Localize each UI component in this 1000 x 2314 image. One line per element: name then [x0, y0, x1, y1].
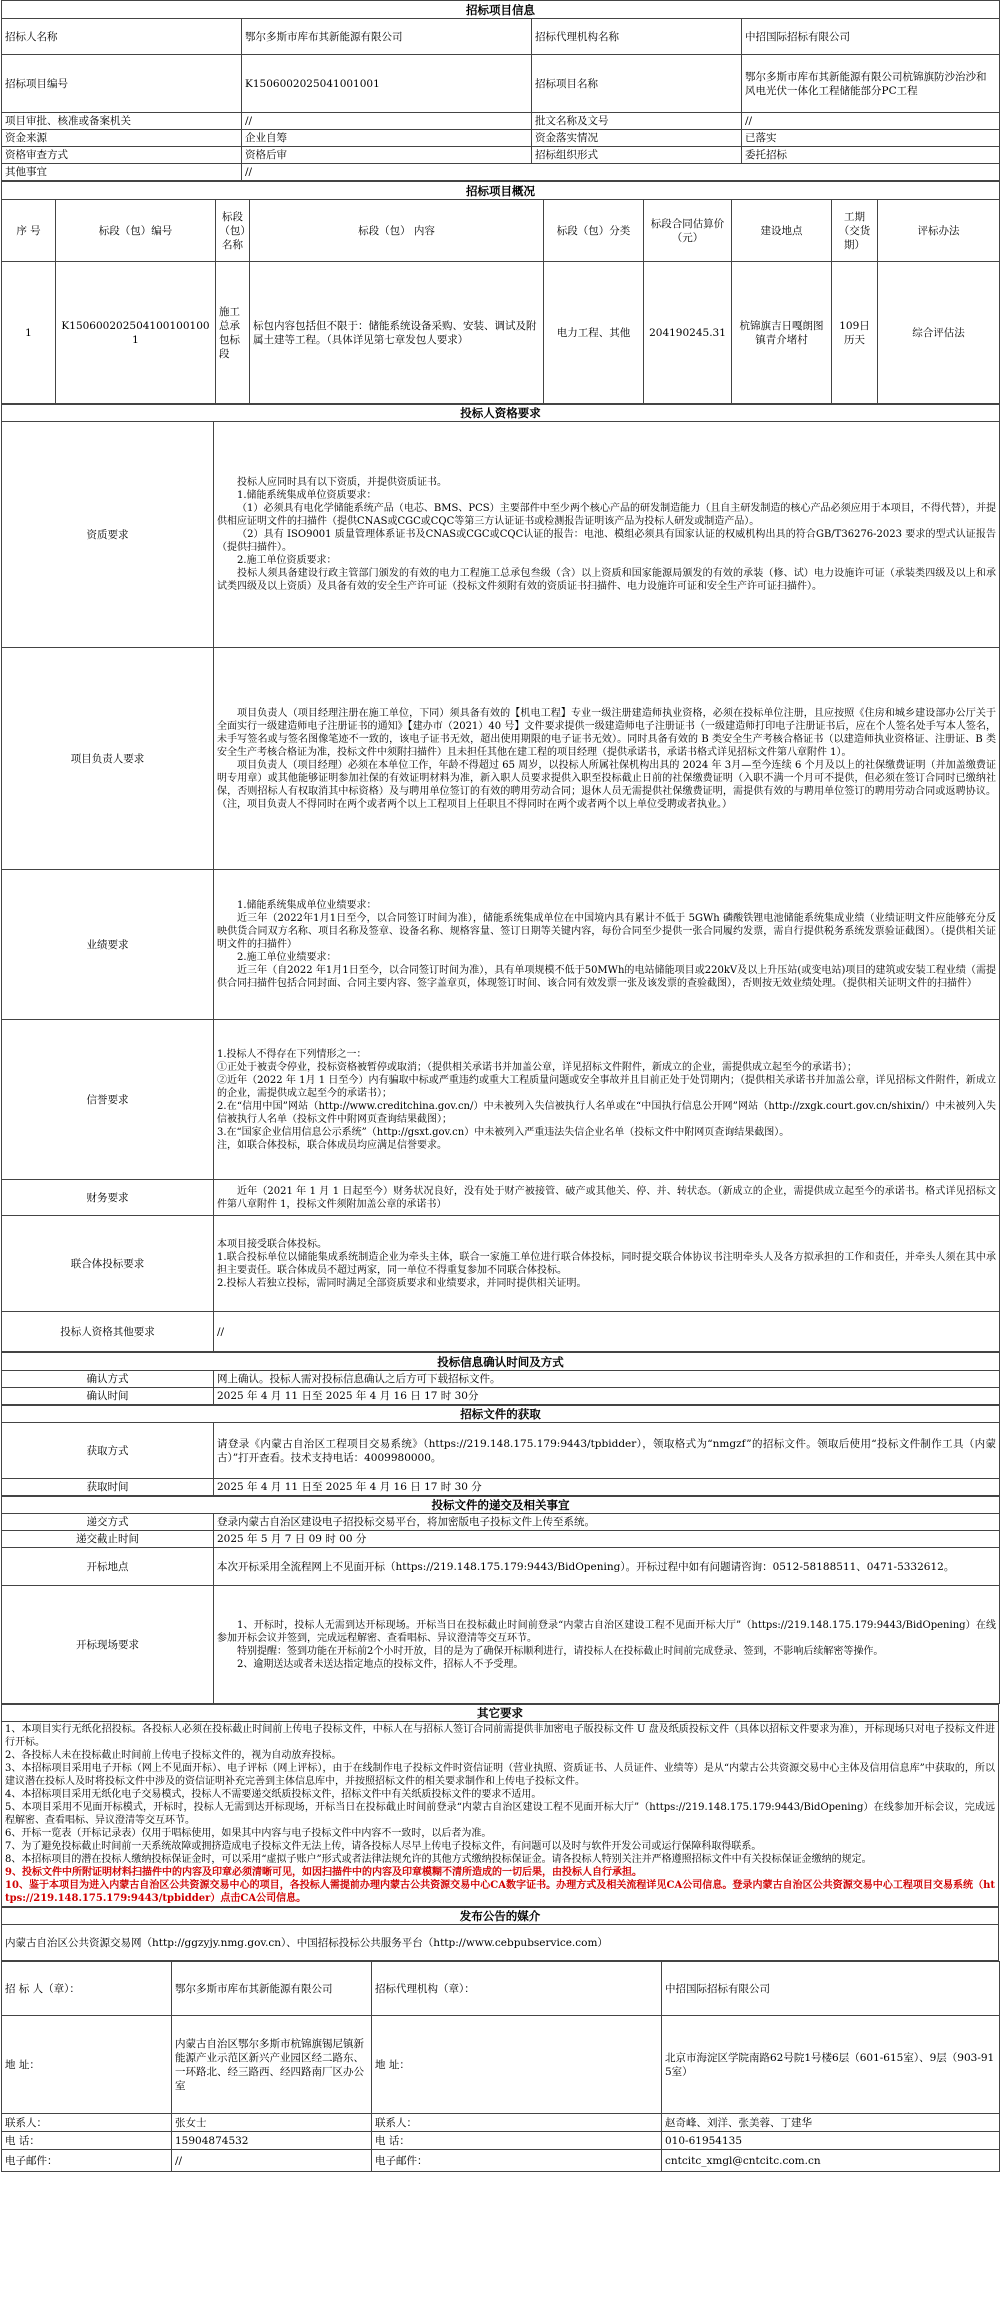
bid-announcement [1, 0, 999, 2172]
acquire-time-value: 2025 年 4 月 11 日至 2025 年 4 月 16 日 17 时 30 分 [214, 1479, 1000, 1496]
joint-bid-label: 联合体投标要求 [2, 1216, 214, 1312]
contact-value: 内蒙古自治区鄂尔多斯市杭锦旗锡尼镇新能源产业示范区新兴产业园区经二路东、一环路北、经三路西、经四路南厂区办公室 [172, 2016, 372, 2114]
paragraph: 项目负责人（项目经理注册在施工单位，下同）须具备有效的【机电工程】专业一级注册建造师执业资格，必须在投标单位注册，且应按照《住房和城乡建设部办公厅关于全面实行一级建造师电子注册证书的通知》【建办市（2021）40 号】文件要求提供一级建造师电子注册证书（一级建造师打印电子注册证书后，应在个人签名处手写本人签名，未手写签名或与签名图像笔迹不一致的，该电子证书无效，超出使用期限的电子证书无效）。同时具备有效的 B 类安全生产考核合格证书（以建造师执业资格证、注册证、B 类安全生产考核合格证为准，投标文件中须附扫描件）且未担任其他在建工程的项目经理（提供承诺书，承诺书格式详见招标文件第八章附件 1）。 [217, 707, 996, 758]
paragraph: 2.施工单位资质要求： [237, 555, 337, 566]
paragraph: 2.在“信用中国”网站（http://www.creditchina.gov.cn/）中未被列入失信被执行人名单或在“中国执行信息公开网”网站（http://zxgk.court.gov.cn/shixin/）中未被列入失信被执行人名单（投标文件中附网页查询结果截图）； [217, 1100, 996, 1125]
paragraph: 近年（2021 年 1 月 1 日起至今）财务状况良好，没有处于财产被接管、破产或其他关、停、并、转状态。（新成立的企业，需提供成立起至今的承诺书。格式详见招标文件第八章附件 1，投标文件须附加盖公章的承诺书） [217, 1185, 996, 1210]
info-label: 资金来源 [2, 130, 242, 147]
paragraph: 2.投标人若独立投标，需同时满足全部资质要求和业绩要求，并同时提供相关证明。 [217, 1277, 587, 1289]
contact-value: 010-61954135 [662, 2132, 1000, 2150]
contact-table [1, 1961, 1000, 2172]
cell-duration: 109日历天 [832, 262, 878, 404]
col-header: 建设地点 [732, 200, 832, 262]
paragraph: 3.在“国家企业信用信息公示系统”（http://gsxt.gov.cn）中未被列入严重违法失信企业名单（投标文件中附网页查询结果截图）。 [217, 1126, 790, 1138]
cell-lot-code: K1506002025041001001001 [56, 262, 216, 404]
info-label: 招标代理机构名称 [532, 19, 742, 55]
contact-value: 北京市海淀区学院南路62号院1号楼6层（601-615室）、9层（903-915室） [662, 2016, 1000, 2114]
finance-text [214, 1180, 1000, 1216]
credit-label: 信誉要求 [2, 1020, 214, 1180]
media-table [1, 1907, 999, 1961]
section-title-media: 发布公告的媒介 [2, 1908, 999, 1925]
opening-place-label: 开标地点 [2, 1548, 214, 1586]
qualification-text [214, 422, 1000, 648]
submission-table [1, 1496, 1000, 1704]
contact-label: 联系人： [372, 2114, 662, 2132]
info-label: 招标组织形式 [532, 147, 742, 164]
paragraph: 1、开标时，投标人无需到达开标现场。开标当日在投标截止时间前登录“内蒙古自治区建设工程不见面开标大厅”（https://219.148.175.179:9443/BidOpening）在线参加开标会议并签到，完成远程解密、查看唱标、异议澄清等交互环节。 [217, 1619, 996, 1644]
confirm-method-label: 确认方式 [2, 1371, 214, 1388]
submit-method-value: 登录内蒙古自治区建设电子招投标交易平台，将加密版电子投标文件上传至系统。 [214, 1514, 1000, 1531]
qualification-label: 资质要求 [2, 422, 214, 648]
contact-label: 地 址： [2, 2016, 172, 2114]
requirement-item: 5、本项目采用不见面开标模式，开标时，投标人无需到达开标现场，开标当日在投标截止时间前登录“内蒙古自治区建设工程不见面开标大厅”（https://219.148.175.179:9443/BidOpening）在线参加开标会议，完成远程解密、查看唱标、异议澄清等交互环节。 [5, 1802, 995, 1826]
info-value: 已落实 [742, 130, 1000, 147]
paragraph: 1.联合投标单位以储能集成系统制造企业为牵头主体，联合一家施工单位进行联合体投标，同时提交联合体协议书注明牵头人及各方拟承担的工作和责任，并牵头人须在其中承担主要责任。联合体成员不超过两家，同一单位不得重复参加不同联合体投标。 [217, 1251, 996, 1276]
paragraph: 投标人应同时具有以下资质，并提供资质证书。 [237, 477, 447, 488]
contact-label: 电 话： [372, 2132, 662, 2150]
cell-lot-name: 施工总承包标段 [216, 262, 250, 404]
paragraph: 近三年（自2022 年1月1日至今，以合同签订时间为准），具有单项规模不低于50MWh的电站储能项目或220kV及以上升压站(或变电站)项目的建筑或安装工程业绩（需提供合同扫描件包括合同封面、合同主要内容、签字盖章页，体现签订时间、该合同有效发票一张及该发票的查验截图），否则按无效业绩处理。（提供相关证明文件的扫描件） [217, 965, 996, 989]
cell-eval-method: 综合评估法 [878, 262, 1000, 404]
contact-value: 15904874532 [172, 2132, 372, 2150]
project-manager-text [214, 648, 1000, 870]
info-label: 批文名称及文号 [532, 113, 742, 130]
info-value: 中招国际招标有限公司 [742, 19, 1000, 55]
section-title-other: 其它要求 [2, 1705, 999, 1722]
requirement-item: 3、本招标项目采用电子开标（网上不见面开标）、电子评标（网上评标），由于在线制作电子投标文件时资信证明（营业执照、资质证书、人员证件、业绩等）是从“内蒙古公共资源交易中心主体及信用信息库”中获取的，所以建议潜在投标人及时将投标文件中涉及的资信证明补充完善到主体信息库中，并按照招标文件的相关要求制作和上传电子投标文件。 [5, 1763, 995, 1787]
info-value: 企业自筹 [242, 130, 532, 147]
section-title-confirmation: 投标信息确认时间及方式 [2, 1353, 1000, 1371]
col-header: 标段（包） 内容 [250, 200, 544, 262]
deadline-value: 2025 年 5 月 7 日 09 时 00 分 [214, 1531, 1000, 1548]
info-label: 其他事宜 [2, 164, 242, 181]
other-qual-text: // [214, 1312, 1000, 1352]
finance-label: 财务要求 [2, 1180, 214, 1216]
confirm-time-label: 确认时间 [2, 1388, 214, 1405]
requirement-item: 6、开标一览表（开标记录表）仅用于唱标使用，如果其中内容与电子投标文件中内容不一致时，以后者为准。 [5, 1828, 492, 1839]
info-value: K1506002025041001001 [242, 55, 532, 113]
opening-site-text [214, 1586, 1000, 1704]
paragraph: 特别提醒：签到功能在开标前2个小时开放，目的是为了确保开标顺利进行，请投标人在投标截止时间前完成登录、签到，不影响后续解密等操作。 [237, 1645, 884, 1657]
contact-value: 赵奇峰、刘洋、张美蓉、丁建华 [662, 2114, 1000, 2132]
paragraph: 1.储能系统集成单位业绩要求： [237, 900, 377, 911]
performance-label: 业绩要求 [2, 870, 214, 1020]
paragraph: 2、逾期送达或者未送达指定地点的投标文件，招标人不予受理。 [237, 1658, 524, 1670]
document-acquisition-table [1, 1405, 1000, 1496]
confirm-method-value: 网上确认。投标人需对投标信息确认之后方可下载招标文件。 [214, 1371, 1000, 1388]
info-value: 鄂尔多斯市库布其新能源有限公司杭锦旗防沙治沙和风电光伏一体化工程储能部分PC工程 [742, 55, 1000, 113]
paragraph: 本项目接受联合体投标。 [217, 1238, 327, 1250]
info-value: // [242, 113, 532, 130]
section-title-submission: 投标文件的递交及相关事宜 [2, 1497, 1000, 1514]
requirement-item-highlight: 9、投标文件中所附证明材料扫描件中的内容及印章必须清晰可见，如因扫描件中的内容及印章模糊不清所造成的一切后果，由投标人自行承担。 [5, 1867, 642, 1878]
opening-place-value: 本次开标采用全流程网上不见面开标（https://219.148.175.179:9443/BidOpening）。开标过程中如有问题请咨询：0512-58188511、0471-5332612。 [214, 1548, 1000, 1586]
project-manager-label: 项目负责人要求 [2, 648, 214, 870]
info-label: 招标项目名称 [532, 55, 742, 113]
col-header: 标段合同估算价（元） [644, 200, 732, 262]
requirement-item-highlight: 10、鉴于本项目为进入内蒙古自治区公共资源交易中心的项目，各投标人需提前办理内蒙古公共资源交易中心CA数字证书。办理方式及相关流程详见CA公司信息。登录内蒙古自治区公共资源交易中心工程项目交易系统（https://219.148.175.179:9443/tpbidder）点击CA公司信息。 [5, 1880, 995, 1904]
acquire-time-label: 获取时间 [2, 1479, 214, 1496]
cell-lot-category: 电力工程、其他 [544, 262, 644, 404]
paragraph: 近三年（2022年1月1日至今，以合同签订时间为准），储能系统集成单位在中国境内具有累计不低于 5GWh 磷酸铁锂电池储能系统集成业绩（业绩证明文件应能够充分反映供货合同双方名称、项目名称及签章、设备名称、规格容量、签订日期等关键内容，每份合同至少提供一张合同履约发票，需自行提供税务系统发票验证截图）。（提供相关证明文件的扫描件） [217, 913, 996, 950]
cell-contract-price: 204190245.31 [644, 262, 732, 404]
project-info-table [1, 0, 1000, 181]
contact-value: cntcitc_xmgl@cntcitc.com.cn [662, 2150, 1000, 2172]
info-label: 项目审批、核准或备案机关 [2, 113, 242, 130]
contact-label: 电 话： [2, 2132, 172, 2150]
contact-value: 鄂尔多斯市库布其新能源有限公司 [172, 1962, 372, 2016]
info-value: // [242, 164, 1000, 181]
project-overview-table [1, 181, 1000, 404]
col-header: 标段（包）编号 [56, 200, 216, 262]
contact-value: // [172, 2150, 372, 2172]
paragraph: （1）必须具有电化学储能系统产品（电芯、BMS、PCS）主要部件中至少两个核心产品的研发制造能力（且自主研发制造的核心产品必须应用于本项目，不得代替），并提供相应证明文件的扫描件（提供CNAS或CGC或CQC等第三方认证证书或检测报告证明该产品为投标人研发或制造产品）。 [217, 503, 996, 527]
section-title-acquisition: 招标文件的获取 [2, 1406, 1000, 1423]
requirement-item: 7、为了避免投标截止时间前一天系统故障或拥挤造成电子投标文件无法上传，请各投标人尽早上传电子投标文件，有问题可以及时与软件开发公司或运行保障科取得联系。 [5, 1841, 762, 1852]
cell-seq: 1 [2, 262, 56, 404]
other-requirements-table [1, 1704, 999, 1907]
acquire-method-value: 请登录《内蒙古自治区工程项目交易系统》（https://219.148.175.179:9443/tpbidder），领取格式为“nmgzf”的招标文件。领取后使用“投标文件制作工具（内蒙古）”打开查看。技术支持电话：4009980000。 [214, 1423, 1000, 1479]
paragraph: ②近年（2022 年 1月 1 日至今）内有骗取中标或严重违约或重大工程质量问题或安全事故并且目前正处于处罚期内；（提供相关承诺书并加盖公章，详见招标文件附件，新成立的企业，需提供成立起至今的承诺书）； [217, 1074, 996, 1099]
requirement-item: 2、各投标人未在投标截止时间前上传电子投标文件的，视为自动放弃投标。 [5, 1750, 342, 1761]
confirmation-table [1, 1352, 1000, 1405]
joint-bid-text [214, 1216, 1000, 1312]
col-header: 工期（交货期） [832, 200, 878, 262]
acquire-method-label: 获取方式 [2, 1423, 214, 1479]
performance-text [214, 870, 1000, 1020]
info-label: 招标项目编号 [2, 55, 242, 113]
bidder-qualification-table [1, 404, 1000, 1352]
other-requirements-text [2, 1722, 999, 1907]
submit-method-label: 递交方式 [2, 1514, 214, 1531]
paragraph: ①正处于被责令停业，投标资格被暂停或取消；（提供相关承诺书并加盖公章，详见招标文件附件，新成立的企业，需提供成立起至今的承诺书）； [217, 1061, 857, 1073]
confirm-time-value: 2025 年 4 月 11 日至 2025 年 4 月 16 日 17 时 30分 [214, 1388, 1000, 1405]
paragraph: （2）具有 ISO9001 质量管理体系证书及CNAS或CGC或CQC认证的报告：电池、模组必须具有国家认证的权威机构出具的符合GB/T36276-2023 要求的型式认证报告（提供扫描件）。 [217, 529, 996, 553]
info-value: 委托招标 [742, 147, 1000, 164]
requirement-item: 4、本招标项目采用无纸化电子交易模式，投标人不需要递交纸质投标文件，招标文件中有关纸质投标文件的要求不适用。 [5, 1789, 542, 1800]
requirement-item: 1、本项目实行无纸化招投标。各投标人必须在投标截止时间前上传电子投标文件，中标人在与招标人签订合同前需提供非加密电子版投标文件 U 盘及纸质投标文件（具体以招标文件要求为准），开标现场只对电子投标文件进行开标。 [5, 1724, 995, 1748]
contact-label: 电子邮件： [372, 2150, 662, 2172]
cell-location: 杭锦旗吉日嘎朗图镇青介堵村 [732, 262, 832, 404]
info-label: 资格审查方式 [2, 147, 242, 164]
info-value: 鄂尔多斯市库布其新能源有限公司 [242, 19, 532, 55]
deadline-label: 递交截止时间 [2, 1531, 214, 1548]
contact-label: 地 址： [372, 2016, 662, 2114]
paragraph: 注，如联合体投标，联合体成员均应满足信誉要求。 [217, 1139, 447, 1151]
info-label: 资金落实情况 [532, 130, 742, 147]
info-value: 资格后审 [242, 147, 532, 164]
section-title-qualification: 投标人资格要求 [2, 405, 1000, 422]
other-qual-label: 投标人资格其他要求 [2, 1312, 214, 1352]
credit-text [214, 1020, 1000, 1180]
paragraph: 投标人须具备建设行政主管部门颁发的有效的电力工程施工总承包叁级（含）以上资质和国家能源局颁发的有效的承装（修、试）电力设施许可证（承装类四级及以上和承试类四级及以上资质）及具备有效的安全生产许可证（投标文件须附有效的资质证书扫描件、电力设施许可证和安全生产许可证扫描件）。 [217, 568, 996, 592]
contact-label: 招 标 人（章）： [2, 1962, 172, 2016]
col-header: 标段（包）名称 [216, 200, 250, 262]
media-text: 内蒙古自治区公共资源交易网（http://ggzyjy.nmg.gov.cn）、中国招标投标公共服务平台（http://www.cebpubservice.com） [2, 1925, 999, 1961]
col-header: 评标办法 [878, 200, 1000, 262]
paragraph: 1.储能系统集成单位资质要求： [237, 490, 377, 501]
contact-value: 中招国际招标有限公司 [662, 1962, 1000, 2016]
contact-label: 招标代理机构（章）： [372, 1962, 662, 2016]
contact-label: 电子邮件： [2, 2150, 172, 2172]
contact-value: 张女士 [172, 2114, 372, 2132]
section-title-overview: 招标项目概况 [2, 182, 1000, 200]
info-label: 招标人名称 [2, 19, 242, 55]
contact-label: 联系人： [2, 2114, 172, 2132]
opening-site-label: 开标现场要求 [2, 1586, 214, 1704]
cell-lot-content: 标包内容包括但不限于：储能系统设备采购、安装、调试及附属土建等工程。（具体详见第七章发包人要求） [250, 262, 544, 404]
paragraph: 2.施工单位业绩要求： [237, 952, 337, 963]
info-value: // [742, 113, 1000, 130]
section-title-project-info: 招标项目信息 [2, 1, 1000, 19]
col-header: 标段（包）分类 [544, 200, 644, 262]
col-header: 序 号 [2, 200, 56, 262]
paragraph: 1.投标人不得存在下列情形之一： [217, 1048, 367, 1060]
paragraph: 项目负责人（项目经理）必须在本单位工作，年龄不得超过 65 周岁，以投标人所属社保机构出具的 2024 年 3月—至今连续 6 个月及以上的社保缴费证明（并加盖缴费证明专用章）或其他能够证明参加社保的有效证明材料为准，新入职人员要求提供入职至投标截止日前的社保缴费证明（入职不满一个月可不提供，但必须在签订合同时已缴纳社保，否则招标人有权取消其中标资格）及与聘用单位签订的有效的聘用劳动合同；退休人员无需提供社保缴费证明，需提供有效的与聘用单位签订的聘用劳动合同或返聘协议。（注，项目负责人不得同时在两个或者两个以上工程项目上任职且不得同时在两个或者两个以上单位受聘或者执业。） [217, 759, 996, 810]
requirement-item: 8、本招标项目的潜在投标人缴纳投标保证金时，可以采用“虚拟子账户”形式或者法律法规允许的其他方式缴纳投标保证金。请各投标人特别关注并严格遵照招标文件中有关投标保证金缴纳的规定。 [5, 1854, 872, 1865]
